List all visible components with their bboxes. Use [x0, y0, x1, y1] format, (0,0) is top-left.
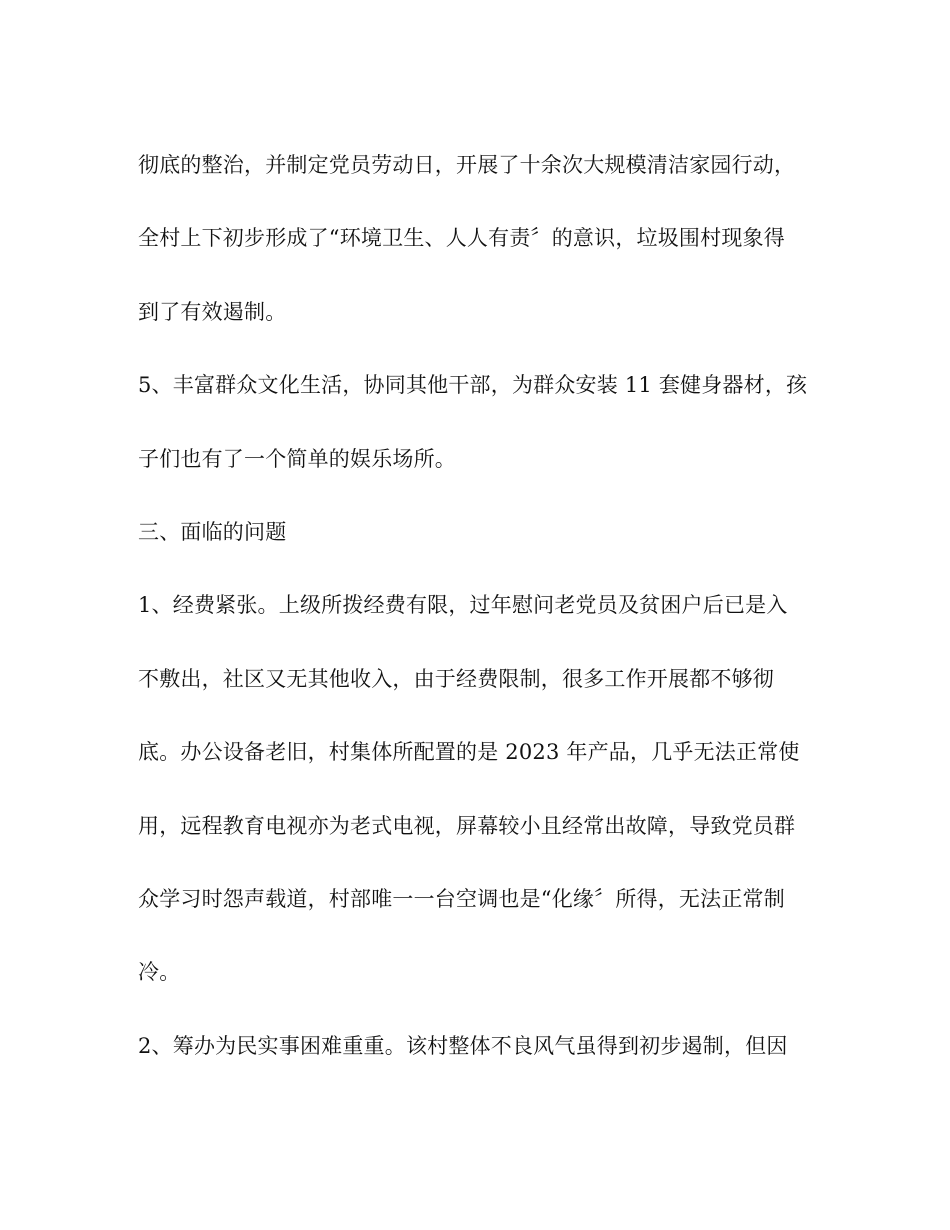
text-line: 众学习时怨声载道，村部唯一一台空调也是“化缘〞所得，无法正常制 — [138, 886, 785, 911]
text-line: 到了有效遏制。 — [138, 299, 287, 324]
text-line: 2、筹办为民实事困难重重。该村整体不良风气虽得到初步遏制，但因 — [138, 1033, 788, 1058]
text-line: 全村上下初步形成了“环境卫生、人人有责〞的意识，垃圾围村现象得 — [138, 226, 785, 251]
text-line: 冷。 — [138, 960, 181, 985]
text-line: 底。办公设备老旧，村集体所配置的是 2023 年产品，几乎无法正常使 — [138, 740, 800, 765]
text-line: 1、经费紧张。上级所拨经费有限，过年慰问老党员及贫困户后已是入 — [138, 593, 788, 618]
text-line: 用，远程教育电视亦为老式电视，屏幕较小且经常出故障，导致党员群 — [138, 813, 796, 838]
text-line: 不敷出，社区又无其他收入，由于经费限制，很多工作开展都不够彻 — [138, 666, 774, 691]
section-heading: 三、面临的问题 — [138, 519, 287, 544]
text-line: 5、丰富群众文化生活，协同其他干部，为群众安装 11 套健身器材，孩 — [138, 373, 808, 398]
document-body — [138, 129, 818, 1083]
text-line: 彻底的整治，并制定党员劳动日，开展了十余次大规模清洁家园行动， — [138, 153, 796, 177]
text-line: 子们也有了一个简单的娱乐场所。 — [138, 446, 456, 471]
